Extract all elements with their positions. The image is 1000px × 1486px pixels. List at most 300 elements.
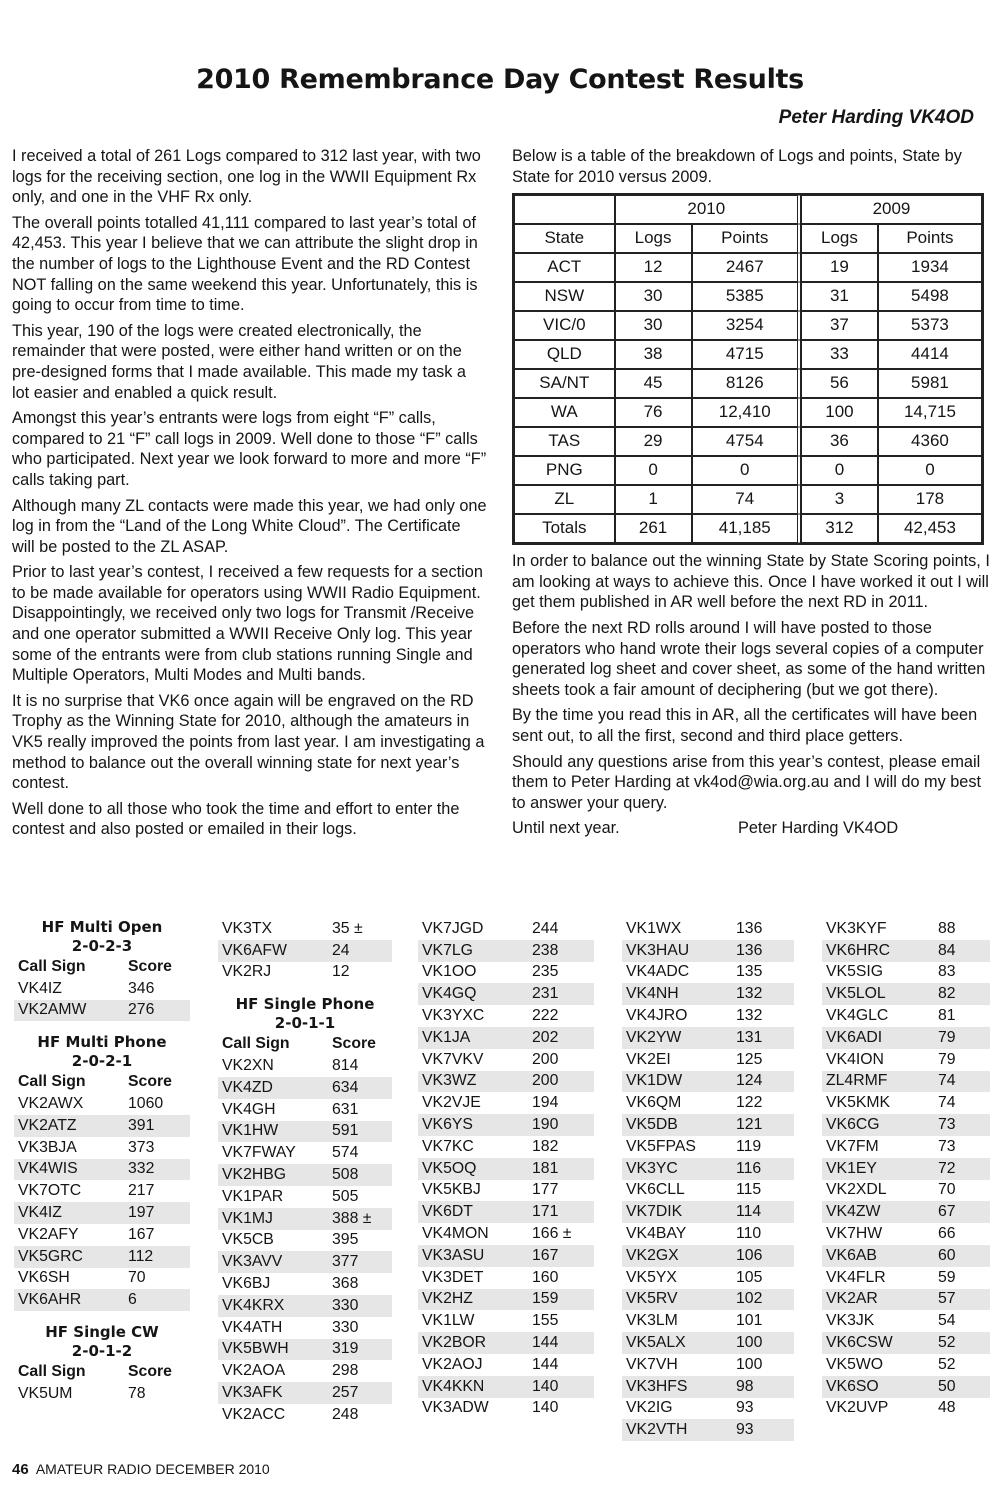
score: 631 (332, 1100, 359, 1118)
call-sign: VK2VTH (626, 1421, 688, 1439)
call-sign: VK1LW (422, 1312, 475, 1330)
score: 84 (938, 941, 956, 959)
results-row (418, 1289, 594, 1311)
score: 634 (332, 1078, 359, 1096)
call-sign: VK2RJ (222, 963, 272, 981)
value-cell: 1934 (878, 253, 982, 282)
left-column (12, 146, 487, 845)
results-header-row (14, 1361, 190, 1383)
table-row (514, 485, 982, 514)
call-sign: VK2YW (626, 1028, 682, 1046)
call-sign: VK5LOL (826, 985, 886, 1003)
column-header: Logs (801, 224, 878, 253)
state-cell: VIC/0 (514, 311, 615, 340)
results-row (218, 1360, 392, 1382)
results-row (822, 1376, 990, 1398)
value-cell: 4360 (878, 427, 982, 456)
results-row (622, 983, 794, 1005)
call-sign: VK6YS (422, 1116, 473, 1134)
call-sign: VK7VH (626, 1355, 678, 1373)
call-sign: VK6CSW (826, 1334, 893, 1352)
score: 6 (128, 1291, 137, 1309)
results-row (622, 1419, 794, 1441)
results-column-4 (622, 918, 794, 1441)
call-sign: VK3HFS (626, 1377, 688, 1395)
results-row (418, 1223, 594, 1245)
score: 159 (532, 1290, 559, 1308)
value-cell: 19 (801, 253, 878, 282)
results-header-row (218, 1033, 392, 1055)
score: 231 (532, 985, 559, 1003)
score: 197 (128, 1204, 155, 1222)
call-sign: VK2ATZ (18, 1116, 77, 1134)
call-sign: VK1HW (222, 1122, 279, 1140)
results-row (218, 1295, 392, 1317)
page-number: 46 (12, 1461, 29, 1478)
score: 35 ± (332, 919, 363, 937)
results-row (14, 1268, 190, 1290)
score: 135 (736, 963, 763, 981)
score: 82 (938, 985, 956, 1003)
results-row (418, 1180, 594, 1202)
score-header: Score (128, 957, 172, 975)
score: 106 (736, 1246, 763, 1264)
results-row (418, 1092, 594, 1114)
call-sign: VK5BWH (222, 1340, 289, 1358)
results-row (218, 1208, 392, 1230)
call-sign: VK4IZ (18, 1204, 62, 1222)
score: 12 (332, 963, 350, 981)
call-sign: VK1JA (422, 1028, 471, 1046)
call-sign: VK5OQ (422, 1159, 477, 1177)
score: 1060 (128, 1095, 164, 1113)
signoff (512, 818, 992, 839)
call-sign: VK5UM (18, 1384, 73, 1402)
call-sign: VK2HZ (422, 1290, 473, 1308)
call-sign: VK2BOR (422, 1334, 487, 1352)
call-sign: VK2HBG (222, 1166, 287, 1184)
score: 119 (736, 1137, 762, 1155)
results-column-5 (822, 918, 990, 1419)
score: 70 (128, 1269, 146, 1287)
column-header: State (514, 224, 615, 253)
state-cell: Totals (514, 514, 615, 543)
value-cell: 100 (801, 398, 878, 427)
results-row (218, 940, 392, 962)
results-column-3 (418, 918, 594, 1419)
score: 52 (938, 1334, 956, 1352)
call-sign: VK5ALX (626, 1334, 686, 1352)
call-sign: VK7LG (422, 941, 473, 959)
score: 167 (128, 1225, 155, 1243)
section-title: 2-0-1-1 (274, 1014, 336, 1033)
call-sign: VK4FLR (826, 1268, 886, 1286)
section-title: HF Single CW (45, 1323, 159, 1342)
call-sign: VK4GLC (826, 1007, 889, 1025)
value-cell: 29 (615, 427, 692, 456)
score: 814 (332, 1057, 359, 1075)
call-sign: VK6ADI (826, 1028, 883, 1046)
call-sign: VK2IG (626, 1399, 673, 1417)
score: 140 (532, 1399, 559, 1417)
call-sign: VK5YX (626, 1268, 677, 1286)
results-row (418, 1332, 594, 1354)
score: 391 (128, 1116, 155, 1134)
table-corner-cell (514, 195, 615, 224)
publication-line: AMATEUR RADIO DECEMBER 2010 (35, 1461, 270, 1477)
score: 101 (736, 1312, 763, 1330)
value-cell: 42,453 (878, 514, 982, 543)
results-row (822, 962, 990, 984)
section-gap (218, 983, 392, 995)
call-sign-header: Call Sign (18, 1073, 86, 1091)
state-cell: ZL (514, 485, 615, 514)
value-cell: 4414 (878, 340, 982, 369)
results-row (418, 940, 594, 962)
state-cell: TAS (514, 427, 615, 456)
call-sign: VK6CG (826, 1116, 880, 1134)
call-sign: VK6AB (826, 1246, 877, 1264)
results-row (418, 983, 594, 1005)
call-sign: VK5CB (222, 1231, 274, 1249)
score: 238 (532, 941, 559, 959)
table-row (514, 514, 982, 543)
call-sign: VK3TX (222, 919, 273, 937)
score: 88 (938, 919, 956, 937)
call-sign: VK4GQ (422, 985, 477, 1003)
results-row (418, 1136, 594, 1158)
call-sign: VK4ZW (826, 1203, 881, 1221)
call-sign: VK2GX (626, 1246, 679, 1264)
call-sign-header: Call Sign (18, 1363, 86, 1381)
section-gap (14, 1311, 190, 1323)
results-row (622, 1071, 794, 1093)
table-row (514, 456, 982, 485)
call-sign: VK4BAY (626, 1225, 687, 1243)
score: 110 (736, 1225, 762, 1243)
value-cell: 12,410 (692, 398, 801, 427)
call-sign: VK2AMW (18, 1001, 87, 1019)
results-row (822, 983, 990, 1005)
results-row (418, 1245, 594, 1267)
results-row (622, 1092, 794, 1114)
call-sign: VK6AHR (18, 1291, 82, 1309)
table-intro: Below is a table of the breakdown of Logs and points, State by State for 2010 versus 2009. (512, 147, 962, 186)
paragraph: I received a total of 261 Logs compared to 312 last year, with two logs for the receiving section, one log in the WWII Equipment Rx only, and one in the VHF Rx only. (12, 147, 481, 207)
score: 222 (532, 1007, 559, 1025)
results-row (822, 1201, 990, 1223)
results-row (418, 1398, 594, 1420)
call-sign: VK5GRC (18, 1247, 83, 1265)
results-row (622, 1005, 794, 1027)
score: 144 (532, 1334, 559, 1352)
call-sign: VK3KYF (826, 919, 887, 937)
right-column (512, 146, 992, 839)
results-row (622, 1310, 794, 1332)
call-sign: VK6DT (422, 1203, 473, 1221)
results-row (218, 1230, 392, 1252)
results-row (14, 1383, 190, 1405)
score: 79 (938, 1050, 956, 1068)
score: 70 (938, 1181, 956, 1199)
score: 83 (938, 963, 956, 981)
score: 121 (736, 1116, 763, 1134)
value-cell: 5981 (878, 369, 982, 398)
results-row (218, 962, 392, 984)
results-row (218, 918, 392, 940)
score: 67 (938, 1203, 956, 1221)
score: 395 (332, 1231, 359, 1249)
table-row (514, 311, 982, 340)
paragraph: In order to balance out the winning State by State Scoring points, I am looking at ways to achieve this. Once I have worked it out I will get them published in AR well before the next RD in 2011. (512, 552, 990, 612)
score: 54 (938, 1312, 956, 1330)
score: 48 (938, 1399, 956, 1417)
call-sign: VK6CLL (626, 1181, 685, 1199)
score: 74 (938, 1094, 956, 1112)
results-row (822, 1398, 990, 1420)
call-sign-header: Call Sign (18, 957, 86, 975)
score: 93 (736, 1399, 754, 1417)
results-row (14, 1246, 190, 1268)
call-sign: VK4WIS (18, 1160, 78, 1178)
table-row (514, 398, 982, 427)
value-cell: 0 (615, 456, 692, 485)
score: 330 (332, 1296, 359, 1314)
call-sign: VK2AWX (18, 1095, 84, 1113)
results-column-2 (218, 918, 392, 1426)
results-row (418, 1158, 594, 1180)
table-year-row (514, 195, 982, 224)
results-row (822, 1158, 990, 1180)
call-sign: VK2AFY (18, 1225, 79, 1243)
score: 177 (532, 1181, 559, 1199)
score: 115 (736, 1181, 762, 1199)
results-row (622, 1223, 794, 1245)
results-row (822, 918, 990, 940)
score: 79 (938, 1028, 956, 1046)
call-sign: VK3AVV (222, 1253, 283, 1271)
paragraph: Before the next RD rolls around I will have posted to those operators who hand wrote their logs several copies of a computer generated log sheet and cover sheet, as some of the hand written sheets took a fair amount of deciphering (but we got there). (512, 618, 986, 699)
call-sign: VK2AR (826, 1290, 878, 1308)
results-row (14, 1224, 190, 1246)
score: 57 (938, 1290, 956, 1308)
state-cell: NSW (514, 282, 615, 311)
value-cell: 0 (692, 456, 801, 485)
results-row (822, 1071, 990, 1093)
paragraph: The overall points totalled 41,111 compared to last year’s total of 42,453. This year I believe that we can attribute the slight drop in the number of logs to the Lighthouse Event and the RD Contest NOT falling on the same weekend this year. Unfortunately, this is going to occur from time to time. (12, 213, 478, 315)
results-row (822, 1027, 990, 1049)
state-cell: ACT (514, 253, 615, 282)
results-row (418, 962, 594, 984)
score: 50 (938, 1377, 956, 1395)
logs-points-table (512, 193, 984, 545)
value-cell: 261 (615, 514, 692, 543)
results-row (822, 1267, 990, 1289)
score: 136 (736, 941, 763, 959)
paragraph: Prior to last year’s contest, I received a few requests for a section to be made available for operators using WWII Radio Equipment. Disappointingly, we received only two logs for Transmit /Receive and one operator submitted a WWII Receive Only log. This year some of the entrants were from club stations running Single and Multiple Operators, Multi Modes and Multi bands. (12, 563, 483, 685)
table-row (514, 369, 982, 398)
section-title: 2-0-2-1 (71, 1052, 133, 1071)
section-title: HF Multi Open (41, 918, 163, 936)
results-column-1 (14, 918, 190, 1405)
state-cell: SA/NT (514, 369, 615, 398)
results-row (418, 1071, 594, 1093)
results-row (14, 1000, 190, 1022)
results-row (622, 1114, 794, 1136)
results-row (218, 1055, 392, 1077)
score-header: Score (128, 1073, 172, 1091)
results-row (218, 1099, 392, 1121)
call-sign: VK2UVP (826, 1399, 889, 1417)
page-footer (12, 1461, 270, 1478)
score: 319 (332, 1340, 359, 1358)
score: 155 (532, 1312, 559, 1330)
score: 182 (532, 1137, 559, 1155)
score: 100 (736, 1334, 763, 1352)
call-sign: VK7JGD (422, 919, 484, 937)
results-row (418, 1376, 594, 1398)
call-sign: VK1PAR (222, 1187, 284, 1205)
results-row (14, 1180, 190, 1202)
results-row (14, 1159, 190, 1181)
score-header: Score (128, 1363, 172, 1381)
results-row (14, 1115, 190, 1137)
results-row (822, 1049, 990, 1071)
score: 377 (332, 1253, 359, 1271)
call-sign: VK4ATH (222, 1318, 283, 1336)
score: 194 (532, 1094, 559, 1112)
call-sign: VK4KRX (222, 1296, 285, 1314)
value-cell: 3 (801, 485, 878, 514)
results-row (822, 1223, 990, 1245)
value-cell: 2467 (692, 253, 801, 282)
call-sign: VK4JRO (626, 1007, 688, 1025)
results-row (218, 1382, 392, 1404)
page-title: 2010 Remembrance Day Contest Results (196, 64, 804, 95)
call-sign: VK4ZD (222, 1078, 273, 1096)
paragraph: Amongst this year’s entrants were logs from eight “F” calls, compared to 21 “F” call logs in 2009. Well done to those “F” calls who participated. Next year we look forward to more and more “F” calls taking part. (12, 409, 487, 489)
score: 200 (532, 1050, 559, 1068)
results-row (822, 1136, 990, 1158)
results-row (418, 918, 594, 940)
call-sign: VK2XN (222, 1057, 274, 1075)
call-sign: VK4KKN (422, 1377, 485, 1395)
call-sign: VK4ION (826, 1050, 884, 1068)
call-sign: VK6QM (626, 1094, 682, 1112)
value-cell: 14,715 (878, 398, 982, 427)
value-cell: 74 (692, 485, 801, 514)
results-row (218, 1339, 392, 1361)
value-cell: 4715 (692, 340, 801, 369)
call-sign: VK6BJ (222, 1275, 271, 1293)
results-row (622, 1136, 794, 1158)
score: 132 (736, 1007, 763, 1025)
score: 330 (332, 1318, 359, 1336)
year-2009-header: 2009 (801, 195, 982, 224)
score: 132 (736, 985, 763, 1003)
results-row (622, 1049, 794, 1071)
call-sign: VK4GH (222, 1100, 276, 1118)
call-sign: VK1DW (626, 1072, 683, 1090)
results-row (218, 1273, 392, 1295)
results-header-row (14, 1071, 190, 1093)
value-cell: 1 (615, 485, 692, 514)
value-cell: 56 (801, 369, 878, 398)
score: 200 (532, 1072, 559, 1090)
results-row (622, 1376, 794, 1398)
value-cell: 41,185 (692, 514, 801, 543)
score: 52 (938, 1355, 956, 1373)
results-row (822, 1245, 990, 1267)
score: 244 (532, 919, 559, 937)
results-row (822, 1289, 990, 1311)
score: 160 (532, 1268, 559, 1286)
call-sign: VK5KBJ (422, 1181, 481, 1199)
score: 78 (128, 1384, 146, 1402)
table-row (514, 282, 982, 311)
call-sign-header: Call Sign (222, 1035, 290, 1053)
call-sign: VK2XDL (826, 1181, 887, 1199)
score: 248 (332, 1405, 359, 1423)
results-row (14, 1202, 190, 1224)
score: 190 (532, 1116, 559, 1134)
results-row (218, 1077, 392, 1099)
score: 298 (332, 1362, 359, 1380)
results-row (218, 1317, 392, 1339)
results-row (418, 1310, 594, 1332)
results-row (822, 1332, 990, 1354)
score: 74 (938, 1072, 956, 1090)
call-sign: VK7OTC (18, 1182, 82, 1200)
results-row (418, 1201, 594, 1223)
score: 217 (128, 1182, 155, 1200)
table-row (514, 340, 982, 369)
call-sign: VK4ADC (626, 963, 690, 981)
section-title: 2-0-1-2 (71, 1342, 133, 1361)
results-row (418, 1005, 594, 1027)
section-title: HF Multi Phone (37, 1033, 167, 1052)
score: 505 (332, 1187, 359, 1205)
call-sign: VK6AFW (222, 941, 287, 959)
score: 136 (736, 919, 763, 937)
score: 98 (736, 1377, 754, 1395)
results-row (622, 1332, 794, 1354)
score: 166 ± (532, 1225, 572, 1243)
score: 144 (532, 1355, 559, 1373)
call-sign: VK7HW (826, 1225, 883, 1243)
call-sign: VK2AOA (222, 1362, 286, 1380)
results-row (822, 1354, 990, 1376)
value-cell: 5373 (878, 311, 982, 340)
signoff-name: Peter Harding VK4OD (738, 819, 899, 838)
score: 346 (128, 979, 155, 997)
results-row (822, 1180, 990, 1202)
results-row (622, 940, 794, 962)
value-cell: 178 (878, 485, 982, 514)
call-sign: VK1OO (422, 963, 477, 981)
call-sign: VK7VKV (422, 1050, 484, 1068)
call-sign: VK7DIK (626, 1203, 683, 1221)
score: 60 (938, 1246, 956, 1264)
call-sign: VK4NH (626, 985, 679, 1003)
call-sign: VK3YXC (422, 1007, 485, 1025)
table-row (514, 427, 982, 456)
signoff-text: Until next year. (512, 819, 620, 838)
call-sign: ZL4RMF (826, 1072, 888, 1090)
score: 59 (938, 1268, 956, 1286)
score: 114 (736, 1203, 762, 1221)
results-row (418, 1267, 594, 1289)
